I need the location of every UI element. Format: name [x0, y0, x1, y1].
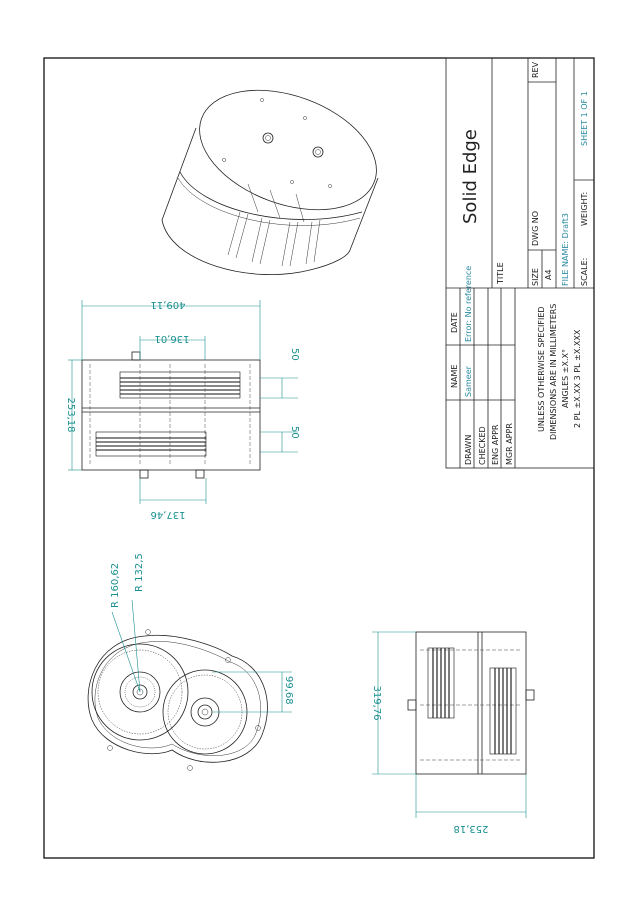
row-checked-label: CHECKED: [478, 426, 487, 465]
top-view-gear-hatch-upper: [120, 372, 240, 398]
row-drawn-name: Sameer: [464, 366, 473, 397]
size-label: SIZE: [531, 268, 540, 286]
dim-r-132-5: R 132,5: [134, 553, 145, 592]
isometric-view: [162, 68, 393, 275]
company-name: Solid Edge: [460, 129, 481, 224]
row-eng-label: ENG APPR: [491, 424, 500, 465]
dim-253-18-top: 253,18: [65, 397, 76, 433]
dim-r-160-62: R 160,62: [110, 562, 121, 608]
header-date: DATE: [450, 312, 459, 333]
top-view: [65, 299, 300, 520]
dim-50-b: 50: [289, 426, 300, 439]
dwg-no-label: DWG NO: [531, 210, 540, 246]
side-view-hatch-right: [490, 668, 516, 754]
dim-50-a: 50: [289, 348, 300, 361]
title-label: TITLE: [496, 262, 505, 284]
header-name: NAME: [450, 364, 459, 388]
sheet-label: SHEET 1 OF 1: [580, 91, 589, 146]
note-line-2: DIMENSIONS ARE IN MILLIMETERS: [549, 303, 558, 440]
weight-label: WEIGHT:: [580, 191, 589, 226]
side-view-hatch-left: [428, 648, 454, 718]
dim-99-68: 99,68: [283, 676, 294, 705]
row-drawn-date: Error: No reference: [464, 265, 473, 342]
front-view: [88, 553, 294, 770]
dim-137-46: 137,46: [150, 509, 186, 520]
top-view-gear-hatch-lower: [96, 432, 206, 456]
file-name: FILE NAME: Draft3: [561, 213, 570, 286]
dim-136-01: 136,01: [154, 333, 190, 344]
note-line-4: 2 PL ±X.XX 3 PL ±X.XXX: [573, 329, 582, 428]
row-mgr-label: MGR APPR: [505, 423, 514, 465]
dim-253-18-side: 253,18: [453, 823, 489, 834]
note-line-3: ANGLES ±X.X°: [561, 349, 570, 408]
size-value: A4: [544, 269, 553, 280]
dim-409-11: 409,11: [150, 299, 186, 310]
scale-label: SCALE:: [580, 257, 589, 286]
side-view: [371, 632, 534, 834]
dim-319-76: 319,76: [371, 685, 382, 721]
title-block: [446, 58, 594, 468]
note-line-1: UNLESS OTHERWISE SPECIFIED: [537, 306, 546, 432]
row-drawn-label: DRAWN: [464, 434, 473, 465]
rev-label: REV: [531, 61, 540, 78]
